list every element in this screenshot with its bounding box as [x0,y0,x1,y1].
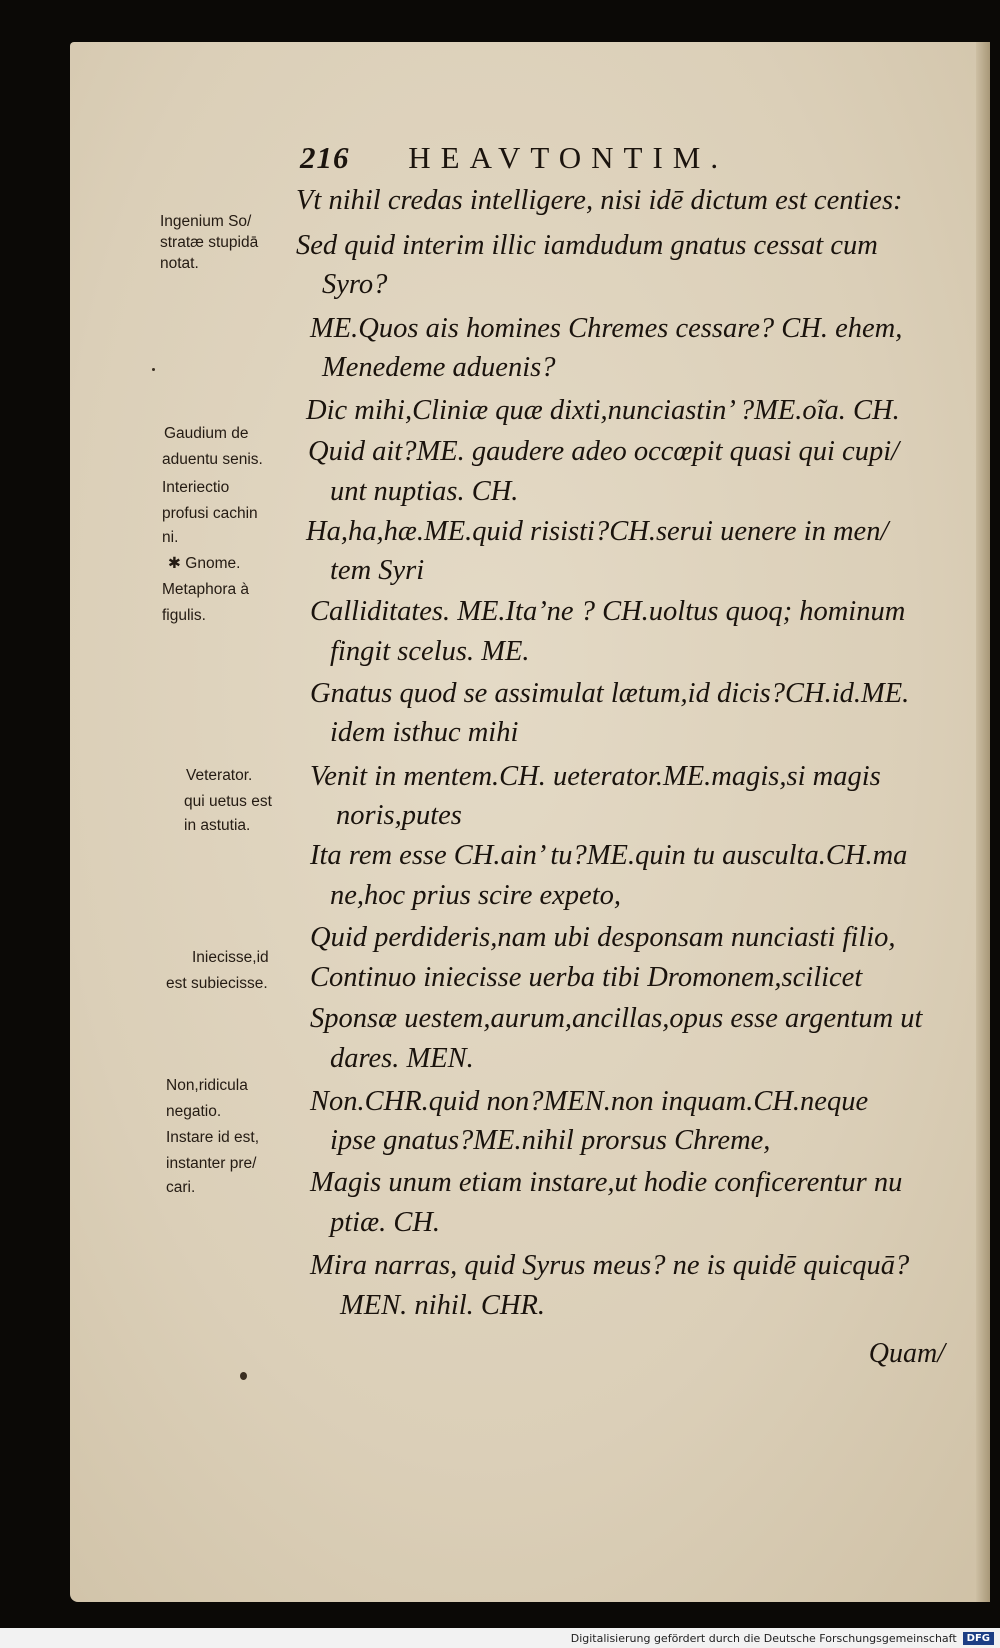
text-line: Dic mihi,Cliniæ quæ dixti,nunciastin’ ?ME.oĩa. CH. [306,395,900,426]
text-line: dares. MEN. [330,1043,474,1074]
text-line: Menedeme aduenis? [322,352,556,383]
text-line: noris,putes [336,800,462,831]
text-line: Gnatus quod se assimulat lætum,id dicis?CH.id.ME. [310,678,910,709]
page-number: 216 [300,140,350,175]
text-line: Magis unum etiam instare,ut hodie conficerentur nu [310,1167,903,1198]
marginal-note: Iniecisse,id [192,949,269,966]
marginal-note: notat. [160,255,199,272]
text-line: Ha,ha,hæ.ME.quid risisti?CH.serui uenere in men/ [306,516,889,547]
text-line: ME.Quos ais homines Chremes cessare? CH. ehem, [310,313,903,344]
marginal-note: cari. [166,1179,196,1196]
text-line: Venit in mentem.CH. ueterator.ME.magis,si magis [310,761,881,792]
marginal-note: Ingenium So/ [160,213,252,230]
text-line: idem isthuc mihi [330,717,519,748]
running-title: HEAVTONTIM. [408,140,729,175]
text-line: Continuo iniecisse uerba tibi Dromonem,scilicet [310,962,863,993]
marginal-note: qui uetus est [184,793,272,810]
marginal-note: instanter pre/ [166,1155,257,1172]
text-line: Ita rem esse CH.ain’ tu?ME.quin tu ausculta.CH.ma [310,840,908,871]
page-header [300,140,728,176]
marginal-note: Veterator. [186,767,253,784]
marginal-note: Gaudium de [164,425,249,442]
text-line: Quid ait?ME. gaudere adeo occœpit quasi qui cupi/ [308,436,900,467]
text-line: Vt nihil credas intelligere, nisi idē dictum est centies: [296,185,903,216]
page-edge [976,42,990,1602]
dfg-logo: DFG [963,1632,994,1645]
text-line: ipse gnatus?ME.nihil prorsus Chreme, [330,1125,771,1156]
text-line: ne,hoc prius scire expeto, [330,880,621,911]
marginal-note: in astutia. [184,817,251,834]
marginal-note: negatio. [166,1103,222,1120]
ink-speck [240,1372,247,1380]
marginal-note: ni. [162,529,179,546]
text-line: Syro? [322,269,388,300]
marginal-note: Interiectio [162,479,230,496]
digitization-footer [0,1628,1000,1648]
marginal-note: aduentu senis. [162,451,263,468]
marginal-note: stratæ stupidā [160,234,259,251]
text-line: Quid perdideris,nam ubi desponsam nunciasti filio, [310,922,896,953]
marginal-note: Metaphora à [162,581,250,598]
text-line: unt nuptias. CH. [330,476,519,507]
marginal-note: profusi cachin [162,505,258,522]
text-line: fingit scelus. ME. [330,636,530,667]
marginal-note: figulis. [162,607,206,624]
text-line: MEN. nihil. CHR. [340,1290,546,1321]
ink-speck [152,368,155,371]
text-line: Calliditates. ME.Ita’ne ? CH.uoltus quoq; hominum [310,596,906,627]
funding-credit: Digitalisierung gefördert durch die Deutsche Forschungsgemeinschaft [570,1631,957,1645]
marginal-note: est subiecisse. [166,975,268,992]
marginal-note: ✱ Gnome. [168,555,241,572]
marginal-note: Instare id est, [166,1129,260,1146]
text-line: Non.CHR.quid non?MEN.non inquam.CH.neque [310,1086,869,1117]
text-line: Sponsæ uestem,aurum,ancillas,opus esse argentum ut [310,1003,923,1034]
text-line: ptiæ. CH. [330,1207,441,1238]
catchword: Quam/ [868,1338,945,1369]
text-line: Sed quid interim illic iamdudum gnatus cessat cum [296,230,878,261]
text-line: tem Syri [330,555,425,586]
marginal-note: Non,ridicula [166,1077,248,1094]
text-line: Mira narras, quid Syrus meus? ne is quidē quicquā? [310,1250,910,1281]
